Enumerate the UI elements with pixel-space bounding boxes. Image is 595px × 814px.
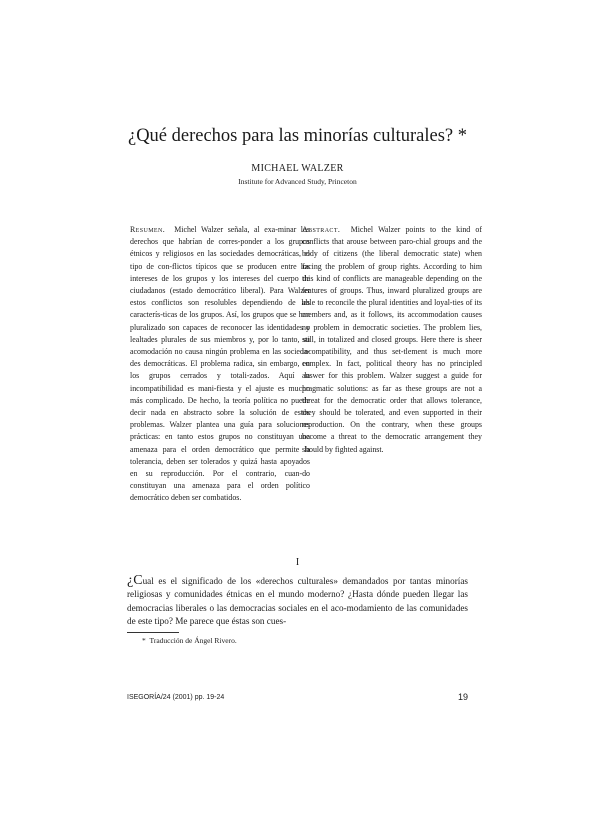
abstract-spanish [130, 224, 310, 505]
drop-cap: ¿C [127, 573, 143, 588]
section-number: I [295, 557, 300, 568]
abstract-spanish-text: Michel Walzer señala, al exa-minar los derechos que habrían de corres-ponder a los grupos étnicos y religiosos en las sociedades democráticas, el tipo de con-flictos típicos que se producen entre los intereses de los grupos y los intereses del cuerpo de ciudadanos (estado democrático liberal). Para Walzer estos conflictos son resolubles dependiendo de las caracterís-ticas de los grupos. Así, los grupos que se han pluralizado son capaces de reconocer las identidades y lealtades plurales de sus miembros y, por lo tanto, su acomodación no causa ningún problema en las socieda-des democráticas. El problema radica, sin embargo, en los grupos cerrados y totali-zados. Aquí la incompatibilidad es mani-fiesta y el ajuste es mucho más complicado. De hecho, la teoría política no puede decir nada en abstracto sobre la solución de estos problemas. Walzer plantea una guía para soluciones prácticas: en tanto estos grupos no constituyan una amenaza para el orden democrático que permite la tolerancia, deben ser tolerados y quizá hasta apoyados en su reproducción. Por el contrario, cuan-do constituyan una amenaza para el orden político democrático deben ser combatidos. [130, 225, 310, 503]
author-name: MICHAEL WALZER [251, 163, 344, 174]
body-text: ual es el significado de los «derechos culturales» demandados por tantas minorías religiosas y comunidades étnicas en el mundo moderno? ¿Hasta dónde pueden llegar las democracias liberales o las democracias sociales en el aco-modamiento de las comunidades de este tipo? Me parece que éstas son cues- [127, 576, 468, 626]
footnote-marker: * [142, 636, 146, 645]
abstract-english [302, 224, 482, 456]
footnote-rule [127, 632, 179, 633]
footnote-text: Traducción de Ángel Rivero. [149, 636, 237, 645]
abstract-english-text: Michel Walzer points to the kind of conflicts that arouse between paro-chial groups and the body of citizens (the liberal democratic state) when facing the problem of group rights. According to him this kind of conflicts are manageable depending on the features of groups. Thus, inward pluralized groups are able to reconcile the plural identities and loyal-ties of its members and, as it follows, its accommodation causes no problem in democratic societies. The problem lies, still, in totalized and closed groups. Here there is sheer incompatibility, and thus set-tlement is much more complex. In fact, political theory has no principled answer for this problem. Walzer suggest a guide for pragmatic solutions: as far as these groups are not a threat for the democratic order that allows tolerance, they should be tolerated, and even supported in their reproduction. On the contrary, when these groups become a threat to the democratic arrangement they should by fighted against. [302, 225, 482, 454]
abstract-spanish-label: Resumen. [130, 225, 166, 234]
abstract-english-label: Abstract. [302, 225, 341, 234]
article-title: ¿Qué derechos para las minorías culturales? * [127, 126, 468, 146]
journal-citation: ISEGORÍA/24 (2001) pp. 19-24 [127, 694, 225, 701]
page-number: 19 [457, 692, 468, 702]
footnote [142, 636, 237, 645]
body-paragraph [127, 574, 468, 628]
author-affiliation: Institute for Advanced Study, Princeton [238, 177, 357, 186]
